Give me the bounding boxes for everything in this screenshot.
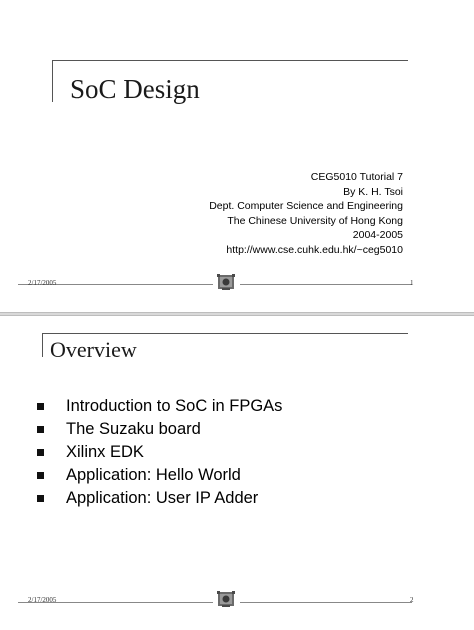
subtitle-line: 2004-2005 <box>352 229 403 241</box>
slide-title: Overview <box>50 337 137 362</box>
title-frame-top-rule <box>42 333 408 334</box>
slide-subtitle <box>209 170 403 257</box>
subtitle-line: Dept. Computer Science and Engineering <box>209 200 403 212</box>
title-frame-top-rule <box>52 60 408 61</box>
bullet-square-icon <box>37 472 44 479</box>
subtitle-line: CEG5010 Tutorial 7 <box>310 171 403 183</box>
bullet-square-icon <box>37 426 44 433</box>
list-item-text: Introduction to SoC in FPGAs <box>66 397 283 415</box>
footer-rule <box>240 284 412 285</box>
footer-date: 2/17/2005 <box>28 596 57 604</box>
slide-1 <box>0 0 474 313</box>
footer-rule <box>240 602 412 603</box>
list-item <box>30 441 282 464</box>
bullet-square-icon <box>37 495 44 502</box>
bullet-list <box>30 395 282 510</box>
list-item <box>30 464 282 487</box>
bullet-square-icon <box>37 449 44 456</box>
bullet-square-icon <box>37 403 44 410</box>
list-item-text: Application: Hello World <box>66 466 241 484</box>
footer-page-number: 1 <box>410 279 414 287</box>
slide-title: SoC Design <box>70 74 200 104</box>
subtitle-line: The Chinese University of Hong Kong <box>227 214 403 227</box>
list-item <box>30 418 282 441</box>
list-item <box>30 395 282 418</box>
title-frame-left-rule <box>42 333 43 357</box>
subtitle-line: http://www.cse.cuhk.edu.hk/~ceg5010 <box>226 243 403 256</box>
footer-page-number: 2 <box>410 596 414 604</box>
list-item-text: Xilinx EDK <box>66 443 144 461</box>
title-frame-left-rule <box>52 60 53 102</box>
university-seal-icon <box>216 589 236 609</box>
list-item-text: Application: User IP Adder <box>66 489 259 507</box>
list-item <box>30 487 282 510</box>
subtitle-line: By K. H. Tsoi <box>343 185 403 198</box>
footer-date: 2/17/2005 <box>28 279 57 287</box>
university-seal-icon <box>216 272 236 292</box>
list-item-text: The Suzaku board <box>66 420 201 438</box>
